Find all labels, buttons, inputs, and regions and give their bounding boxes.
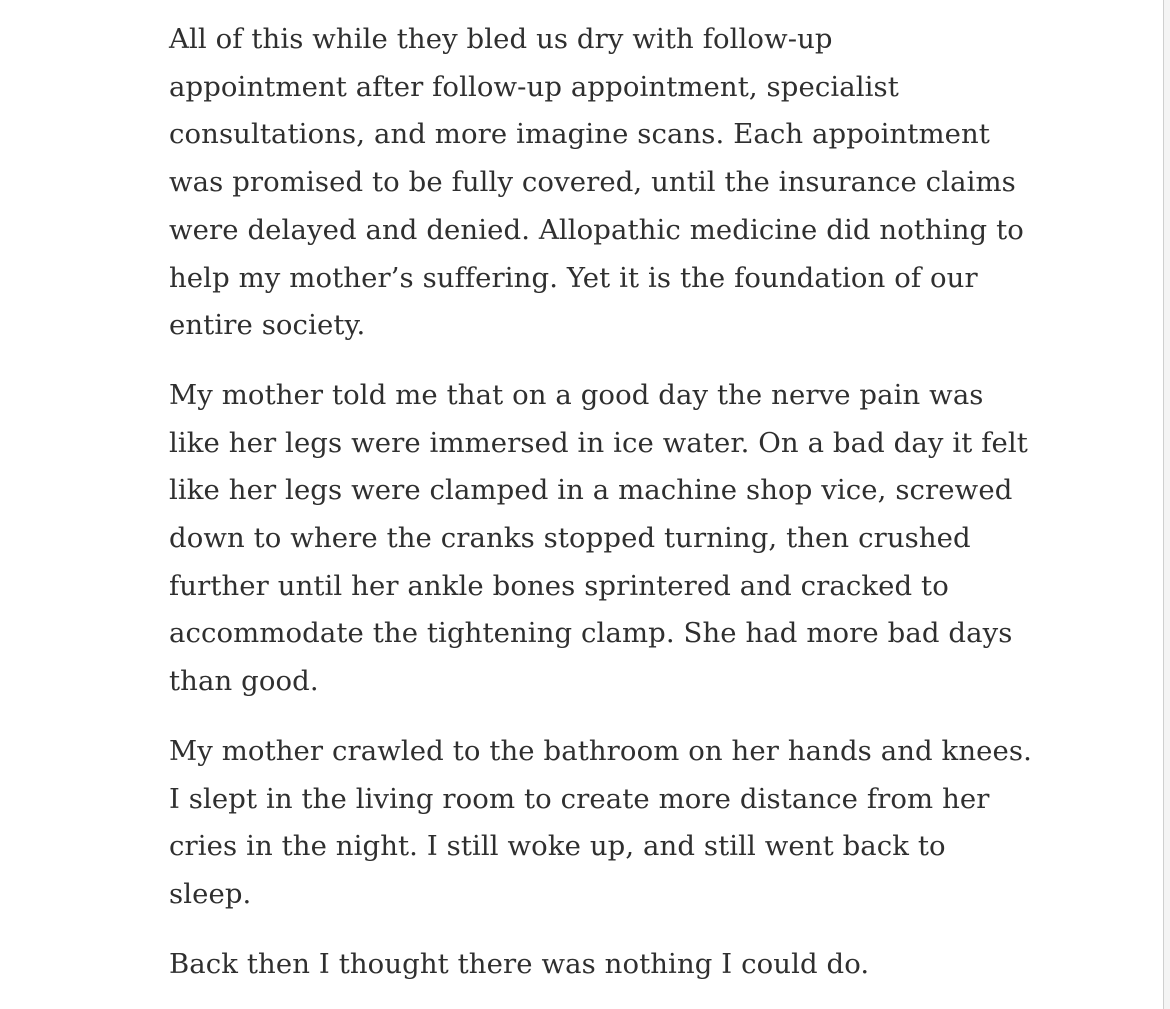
- text-line: sleep.: [169, 877, 252, 910]
- paragraph-closing: [169, 941, 1009, 989]
- text-line: was promised to be fully covered, until the insurance claims: [169, 166, 1016, 199]
- text-line: accommodate the tightening clamp. She had more bad days: [169, 617, 1013, 650]
- scrollbar-track[interactable]: [1163, 0, 1170, 1009]
- text-line: All of this while they bled us dry with follow-up: [169, 23, 833, 55]
- article-body: [169, 16, 1032, 988]
- text-line: help my mother’s suffering. Yet it is the foundation of our: [169, 261, 978, 294]
- text-line: My mother told me that on a good day the nerve pain was: [169, 378, 984, 411]
- text-line: further until her ankle bones sprintered and cracked to: [169, 569, 949, 602]
- text-line: appointment after follow-up appointment, specialist: [169, 70, 899, 103]
- text-line: than good.: [169, 665, 319, 698]
- text-line: down to where the cranks stopped turning, then crushed: [169, 522, 971, 555]
- paragraph-nerve-pain: [169, 372, 1028, 706]
- text-line: like her legs were clamped in a machine shop vice, screwed: [169, 474, 1013, 507]
- text-line: My mother crawled to the bathroom on her hands and knees.: [169, 734, 1032, 767]
- text-line: Back then I thought there was nothing I could do.: [169, 947, 870, 980]
- text-line: cries in the night. I still woke up, and still went back to: [169, 830, 946, 863]
- text-line: entire society.: [169, 309, 366, 342]
- text-line: I slept in the living room to create more distance from her: [169, 782, 990, 815]
- text-line: were delayed and denied. Allopathic medicine did nothing to: [169, 213, 1024, 246]
- text-line: consultations, and more imagine scans. Each appointment: [169, 118, 990, 151]
- text-line: like her legs were immersed in ice water. On a bad day it felt: [169, 426, 1028, 459]
- paragraph-medical-costs: [169, 16, 1024, 350]
- paragraph-nights: [169, 728, 1032, 919]
